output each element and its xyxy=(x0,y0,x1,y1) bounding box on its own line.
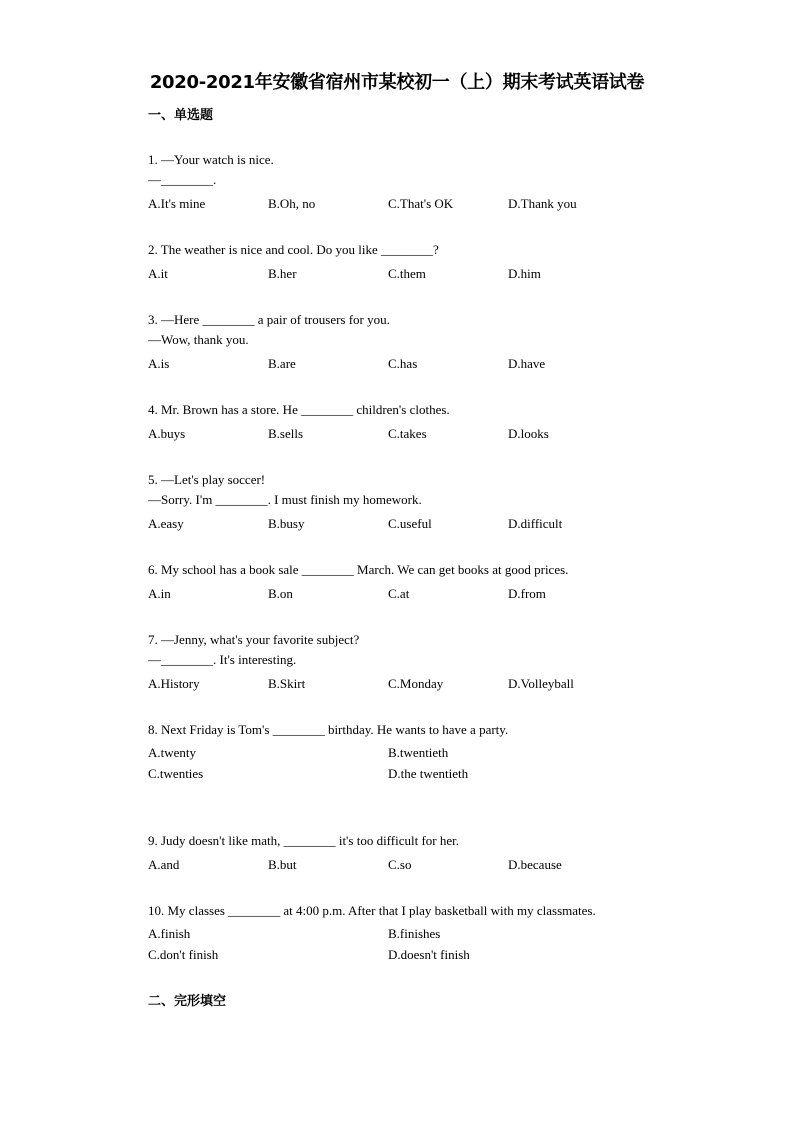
option-b[interactable]: B.are xyxy=(268,356,296,371)
option-b[interactable]: B.twentieth xyxy=(388,745,449,760)
option-c[interactable]: C.don't finish xyxy=(148,947,219,962)
option-c[interactable]: C.so xyxy=(388,857,412,872)
question-7 xyxy=(148,630,668,694)
section-heading-single-choice: 一、单选题 xyxy=(148,108,214,123)
question-stem: 9. Judy doesn't like math, ________ it's too difficult for her. xyxy=(148,833,459,848)
options-grid xyxy=(148,743,668,784)
option-c[interactable]: C.Monday xyxy=(388,676,444,691)
question-reply: —________. It's interesting. xyxy=(148,652,297,667)
question-5 xyxy=(148,470,668,534)
option-a[interactable]: A.it xyxy=(148,266,168,281)
question-stem: 4. Mr. Brown has a store. He ________ children's clothes. xyxy=(148,402,450,417)
option-d[interactable]: D.from xyxy=(508,586,546,601)
option-d[interactable]: D.looks xyxy=(508,426,549,441)
option-a[interactable]: A.easy xyxy=(148,516,184,531)
question-stem: 2. The weather is nice and cool. Do you like ________? xyxy=(148,242,439,257)
option-c[interactable]: C.them xyxy=(388,266,426,281)
option-b[interactable]: B.busy xyxy=(268,516,305,531)
option-c[interactable]: C.has xyxy=(388,356,418,371)
question-stem: 10. My classes ________ at 4:00 p.m. After that I play basketball with my classmates. xyxy=(148,903,596,918)
option-b[interactable]: B.Skirt xyxy=(268,676,306,691)
options-grid xyxy=(148,924,668,965)
question-10 xyxy=(148,901,668,965)
option-d[interactable]: D.the twentieth xyxy=(388,766,469,781)
option-c[interactable]: C.That's OK xyxy=(388,196,454,211)
question-stem: 5. —Let's play soccer! xyxy=(148,472,266,487)
options-row xyxy=(148,855,668,875)
option-d[interactable]: D.him xyxy=(508,266,541,281)
question-reply: —Sorry. I'm ________. I must finish my homework. xyxy=(148,492,422,507)
section-heading-cloze: 二、完形填空 xyxy=(148,994,227,1009)
option-c[interactable]: C.twenties xyxy=(148,766,204,781)
option-a[interactable]: A.in xyxy=(148,586,171,601)
options-row xyxy=(148,354,668,374)
question-stem: 7. —Jenny, what's your favorite subject? xyxy=(148,632,360,647)
question-4 xyxy=(148,400,668,444)
option-a[interactable]: A.History xyxy=(148,676,200,691)
options-row xyxy=(148,514,668,534)
option-d[interactable]: D.difficult xyxy=(508,516,563,531)
option-b[interactable]: B.her xyxy=(268,266,297,281)
question-stem: 8. Next Friday is Tom's ________ birthday. He wants to have a party. xyxy=(148,722,509,737)
options-row xyxy=(148,264,668,284)
question-reply: —________. xyxy=(148,172,217,187)
question-reply: —Wow, thank you. xyxy=(148,332,249,347)
option-a[interactable]: A.buys xyxy=(148,426,186,441)
option-a[interactable]: A.finish xyxy=(148,926,191,941)
question-8 xyxy=(148,720,668,784)
question-6 xyxy=(148,560,668,604)
option-c[interactable]: C.takes xyxy=(388,426,427,441)
option-d[interactable]: D.Thank you xyxy=(508,196,577,211)
options-row xyxy=(148,674,668,694)
option-a[interactable]: A.is xyxy=(148,356,170,371)
option-b[interactable]: B.sells xyxy=(268,426,304,441)
option-c[interactable]: C.at xyxy=(388,586,410,601)
option-d[interactable]: D.because xyxy=(508,857,562,872)
options-row xyxy=(148,584,668,604)
option-d[interactable]: D.doesn't finish xyxy=(388,947,470,962)
options-row xyxy=(148,194,668,214)
exam-title: 2020-2021年安徽省宿州市某校初一（上）期末考试英语试卷 xyxy=(149,72,645,93)
option-b[interactable]: B.on xyxy=(268,586,293,601)
option-c[interactable]: C.useful xyxy=(388,516,432,531)
option-b[interactable]: B.but xyxy=(268,857,297,872)
question-1 xyxy=(148,150,668,214)
option-b[interactable]: B.Oh, no xyxy=(268,196,316,211)
options-row xyxy=(148,424,668,444)
option-a[interactable]: A.twenty xyxy=(148,745,197,760)
option-a[interactable]: A.and xyxy=(148,857,180,872)
question-2 xyxy=(148,240,668,284)
question-stem: 6. My school has a book sale ________ March. We can get books at good prices. xyxy=(148,562,569,577)
option-a[interactable]: A.It's mine xyxy=(148,196,206,211)
option-b[interactable]: B.finishes xyxy=(388,926,441,941)
question-stem: 1. —Your watch is nice. xyxy=(148,152,274,167)
question-3 xyxy=(148,310,668,374)
option-d[interactable]: D.Volleyball xyxy=(508,676,574,691)
option-d[interactable]: D.have xyxy=(508,356,546,371)
question-9 xyxy=(148,831,668,875)
question-stem: 3. —Here ________ a pair of trousers for you. xyxy=(148,312,390,327)
